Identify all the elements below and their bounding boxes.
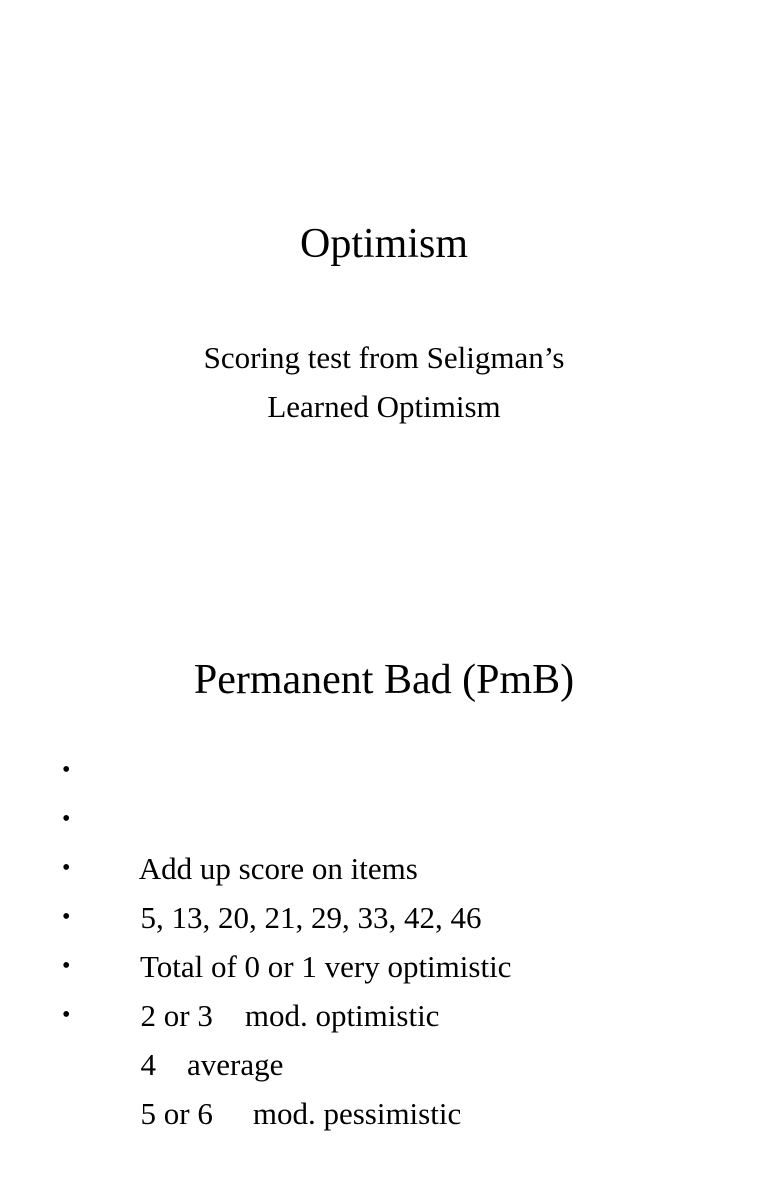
bullet-text: Add up score on items xyxy=(138,851,418,886)
subtitle-line: Learned Optimism xyxy=(267,389,501,424)
bullet-icon: • xyxy=(62,1002,71,1028)
title-slide xyxy=(0,0,768,576)
bullet-score: 2 or 3 xyxy=(140,998,213,1033)
content-slide xyxy=(0,576,768,1152)
bullet-rating: average xyxy=(187,1047,284,1082)
bullet-icon: • xyxy=(62,904,71,930)
bullet-text: Total of 0 or 1 very optimistic xyxy=(139,949,512,984)
slide-title: Optimism xyxy=(299,221,469,267)
bullet-text: 5, 13, 20, 21, 29, 33, 42, 46 xyxy=(140,900,482,935)
bullet-list xyxy=(62,746,512,1131)
bullet-score: 5 or 6 xyxy=(140,1096,213,1131)
bullet-rating: mod. optimistic xyxy=(244,998,440,1033)
bullet-item xyxy=(62,746,511,886)
bullet-icon: • xyxy=(62,855,71,881)
bullet-icon: • xyxy=(62,953,71,979)
bullet-icon: • xyxy=(62,806,71,832)
slide-subtitle xyxy=(0,333,768,431)
bullet-rating: mod. pessimistic xyxy=(252,1096,462,1131)
bullet-score: 4 xyxy=(140,1047,156,1082)
subtitle-line: Scoring test from Seligman’s xyxy=(203,340,565,375)
bullet-icon: • xyxy=(62,757,71,783)
slide-title: Permanent Bad (PmB) xyxy=(193,657,575,703)
